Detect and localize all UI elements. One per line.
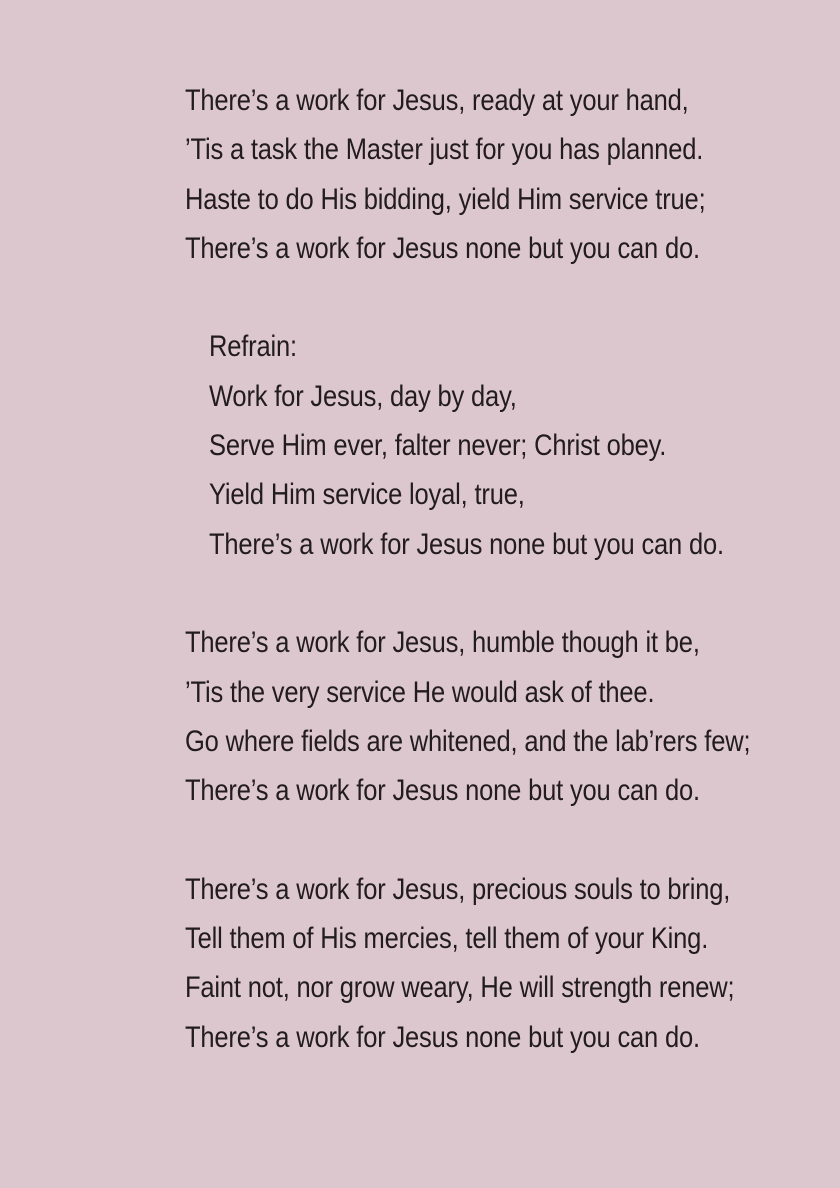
lyric-line: ’Tis the very service He would ask of thee.	[185, 675, 655, 709]
verse-3	[185, 865, 840, 1062]
lyric-line: Serve Him ever, falter never; Christ obey.	[209, 429, 667, 463]
refrain	[209, 322, 840, 568]
lyric-line: Faint not, nor grow weary, He will strength renew;	[185, 971, 735, 1005]
lyric-line: Yield Him service loyal, true,	[209, 478, 525, 512]
lyrics-content	[185, 76, 840, 1062]
lyric-line: There’s a work for Jesus, precious souls to bring,	[185, 872, 731, 906]
lyric-line: There’s a work for Jesus, humble though it be,	[185, 626, 700, 660]
lyric-line: There’s a work for Jesus none but you can do.	[185, 231, 700, 265]
lyric-line: There’s a work for Jesus, ready at your hand,	[185, 84, 689, 117]
lyric-line: Go where fields are whitened, and the lab’rers few;	[185, 724, 751, 758]
lyric-line: ’Tis a task the Master just for you has planned.	[185, 133, 704, 167]
verse-2	[185, 618, 840, 815]
lyric-line: Tell them of His mercies, tell them of your King.	[185, 922, 709, 956]
lyric-line: There’s a work for Jesus none but you can do.	[185, 774, 700, 808]
refrain-label: Refrain:	[209, 330, 297, 364]
verse-1	[185, 76, 840, 273]
lyric-line: Haste to do His bidding, yield Him service true;	[185, 182, 706, 216]
lyric-line: There’s a work for Jesus none but you can do.	[209, 527, 724, 561]
lyric-line: Work for Jesus, day by day,	[209, 379, 517, 413]
lyric-line: There’s a work for Jesus none but you can do.	[185, 1020, 700, 1054]
